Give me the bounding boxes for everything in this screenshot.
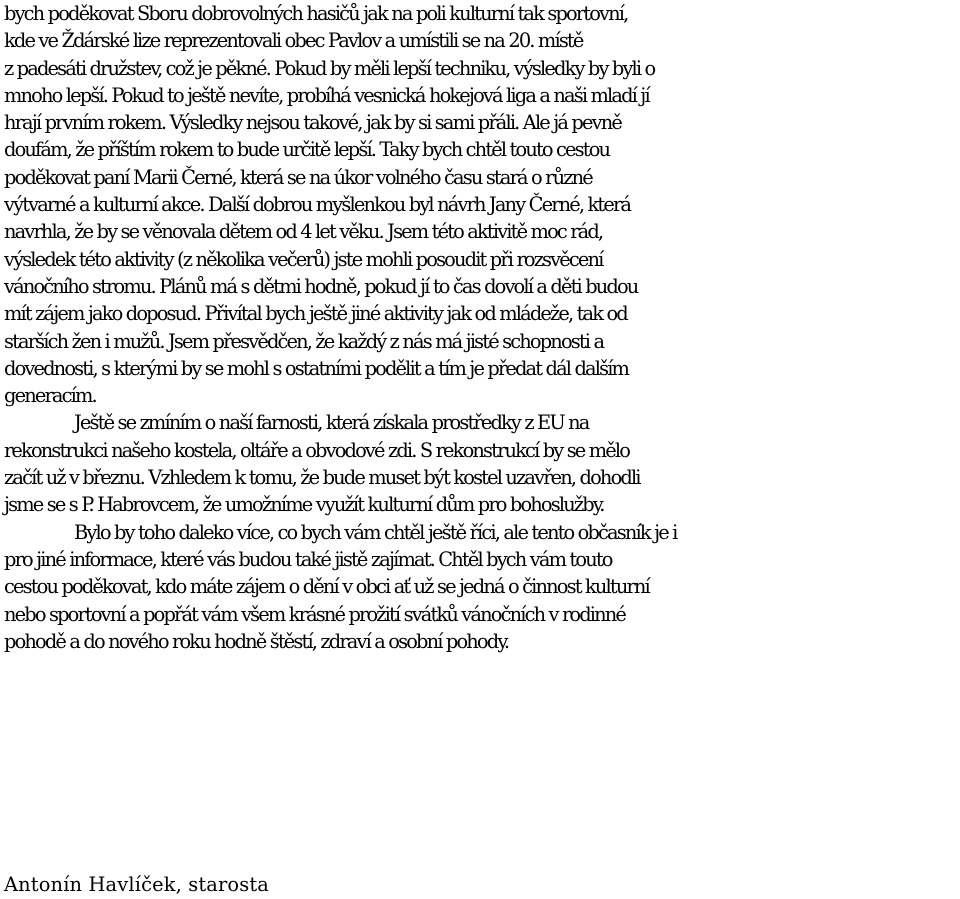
text-line: Ještě se zmíním o naší farnosti, která získala prostředky z EU na (74, 411, 589, 435)
text-line: bych poděkovat Sboru dobrovolných hasičů jak na poli kulturní tak sportovní, (4, 2, 628, 25)
text-line: vánočního stromu. Plánů má s dětmi hodně, pokud jí to čas dovolí a děti budou (4, 274, 638, 298)
text-line: z padesáti družstev, což je pěkné. Pokud by měli lepší techniku, výsledky by byli o (4, 56, 655, 80)
text-line: výtvarné a kulturní akce. Další dobrou myšlenkou byl návrh Jany Černé, která (4, 193, 631, 217)
text-line: generacím. (4, 384, 96, 408)
text-line: hrají prvním rokem. Výsledky nejsou takové, jak by si sami přáli. Ale já pevně (4, 111, 621, 135)
text-line: jsme se s P. Habrovcem, že umožníme využít kulturní dům pro bohoslužby. (4, 493, 604, 517)
paragraph-2 (4, 409, 958, 518)
text-line: navrhla, že by se věnovala dětem od 4 let věku. Jsem této aktivitě moc rád, (4, 220, 603, 244)
text-line: doufám, že příštím rokem to bude určitě lepší. Taky bych chtěl touto cestou (4, 138, 610, 162)
text-line: poděkovat paní Marii Černé, která se na úkor volného času stará o různé (4, 165, 592, 189)
text-line: mít zájem jako doposud. Přivítal bych ještě jiné aktivity jak od mládeže, tak od (4, 302, 627, 326)
document-body (4, 0, 958, 655)
text-line: začít už v březnu. Vzhledem k tomu, že bude muset být kostel uzavřen, dohodli (4, 466, 640, 490)
text-line: cestou poděkovat, kdo máte zájem o dění v obci ať už se jedná o činnost kulturní (4, 575, 649, 599)
text-line: rekonstrukci našeho kostela, oltáře a obvodové zdi. S rekonstrukcí by se mělo (4, 438, 630, 462)
text-line: výsledek této aktivity (z několika večerů) jste mohli posoudit při rozsvěcení (4, 247, 603, 271)
text-line: nebo sportovní a popřát vám všem krásné prožití svátků vánočních v rodinné (4, 602, 626, 626)
paragraph-3 (4, 519, 958, 655)
text-line: kde ve Ždárské lize reprezentovali obec Pavlov a umístili se na 20. místě (4, 29, 583, 53)
text-line: Bylo by toho daleko více, co bych vám chtěl ještě říci, ale tento občasník je i (74, 520, 677, 544)
text-line: mnoho lepší. Pokud to ještě nevíte, probíhá vesnická hokejová liga a naši mladí jí (4, 83, 649, 107)
text-line: starších žen i mužů. Jsem přesvědčen, že každý z nás má jisté schopnosti a (4, 329, 604, 353)
text-line: pohodě a do nového roku hodně štěstí, zdraví a osobní pohody. (4, 629, 509, 653)
paragraph-1 (4, 0, 958, 409)
text-line: pro jiné informace, které vás budou také jistě zajímat. Chtěl bych vám touto (4, 547, 612, 571)
text-line: dovednosti, s kterými by se mohl s ostatními podělit a tím je předat dál dalším (4, 356, 629, 380)
signature: Antonín Havlíček, starosta (4, 873, 269, 896)
